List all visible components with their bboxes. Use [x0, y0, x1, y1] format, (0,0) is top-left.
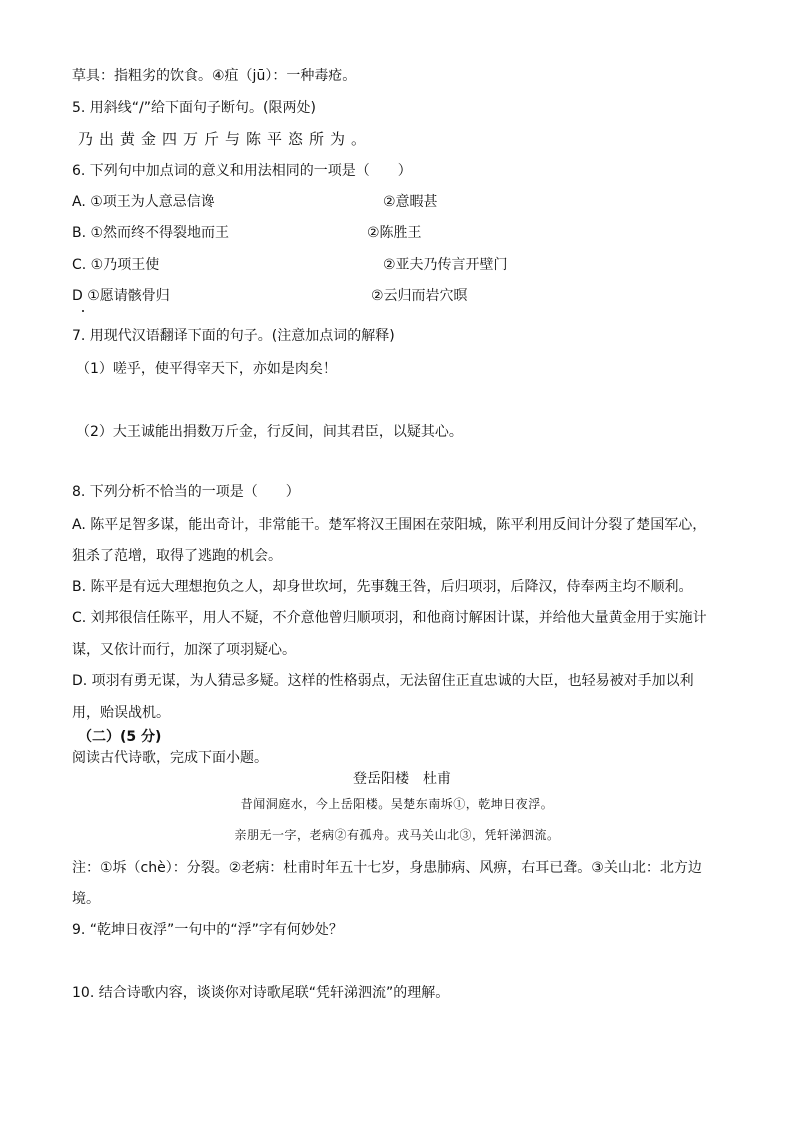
q8-option-a-line1: A. 陈平足智多谋，能出奇计，非常能干。楚军将汉王围困在荥阳城，陈平利用反间计分裂了楚国军心， — [72, 517, 707, 533]
poem-notes-line1: 注：①坼（chè）：分裂。②老病：杜甫时年五十七岁，身患肺病、风痹，右耳已聋。③关山北：北方边 — [72, 860, 702, 876]
q7-item-2: （2）大王诚能出捐数万斤金，行反间，间其君臣，以疑其心。 — [76, 424, 463, 440]
q6-option-c-2: ②亚夫乃传言开壁门 — [383, 257, 508, 273]
question-5: 5. 用斜线“/”给下面句子断句。(限两处) — [72, 100, 316, 116]
q8-option-d-line2: 用，贻误战机。 — [72, 705, 170, 721]
question-8: 8. 下列分析不恰当的一项是（ ） — [72, 484, 300, 500]
q6-option-a-1: A. ①项王为人意忌信谗 — [72, 194, 215, 210]
q8-option-a-line2: 狙杀了范增，取得了逃跑的机会。 — [72, 548, 282, 564]
question-5-sentence: 乃出黄金四万斤与陈平恣所为。 — [78, 130, 373, 148]
annotation-line: 草具：指粗劣的饮食。④疽（jū）：一种毒疮。 — [72, 68, 357, 84]
question-7: 7. 用现代汉语翻译下面的句子。(注意加点词的解释) — [72, 328, 395, 344]
emphasis-dot — [82, 310, 84, 312]
q8-option-d-line1: D. 项羽有勇无谋，为人猜忌多疑。这样的性格弱点，无法留住正直忠诚的大臣，也轻易被对手加以利 — [72, 673, 694, 689]
q8-option-c-line1: C. 刘邦很信任陈平，用人不疑，不介意他曾归顺项羽，和他商讨解困计谋，并给他大量黄金用于实施计 — [72, 610, 707, 626]
poem-notes-line2: 境。 — [72, 891, 100, 907]
poem-line-1: 昔闻洞庭水，今上岳阳楼。吴楚东南坼①，乾坤日夜浮。 — [240, 797, 554, 811]
q6-option-c-1: C. ①乃项王使 — [72, 257, 160, 273]
q8-option-c-line2: 谋，又依计而行，加深了项羽疑心。 — [72, 642, 296, 658]
q6-option-a-2: ②意暇甚 — [383, 194, 438, 210]
question-6: 6. 下列句中加点词的意义和用法相同的一项是（ ） — [72, 163, 412, 179]
q7-item-1: （1）嗟乎，使平得宰天下，亦如是肉矣！ — [76, 361, 337, 377]
question-10: 10. 结合诗歌内容，谈谈你对诗歌尾联“凭轩涕泗流”的理解。 — [72, 985, 450, 1001]
poem-title: 登岳阳楼 杜甫 — [353, 771, 451, 787]
poem-line-2: 亲朋无一字，老病②有孤舟。戎马关山北③，凭轩涕泗流。 — [234, 828, 560, 842]
question-9: 9. “乾坤日夜浮”一句中的“浮”字有何妙处？ — [72, 922, 343, 938]
q6-option-d-2: ②云归而岩穴暝 — [371, 288, 468, 304]
q6-option-b-2: ②陈胜王 — [367, 225, 422, 241]
q6-option-d-1: D ①愿请骸骨归 — [72, 288, 170, 304]
section-2-heading: （二）(5 分) — [78, 729, 162, 745]
q6-option-b-1: B. ①然而终不得裂地而王 — [72, 225, 230, 241]
section-2-intro: 阅读古代诗歌，完成下面小题。 — [72, 750, 268, 766]
q8-option-b: B. 陈平是有远大理想抱负之人，却身世坎坷，先事魏王咎，后归项羽，后降汉，侍奉两主均不顺利。 — [72, 579, 693, 595]
